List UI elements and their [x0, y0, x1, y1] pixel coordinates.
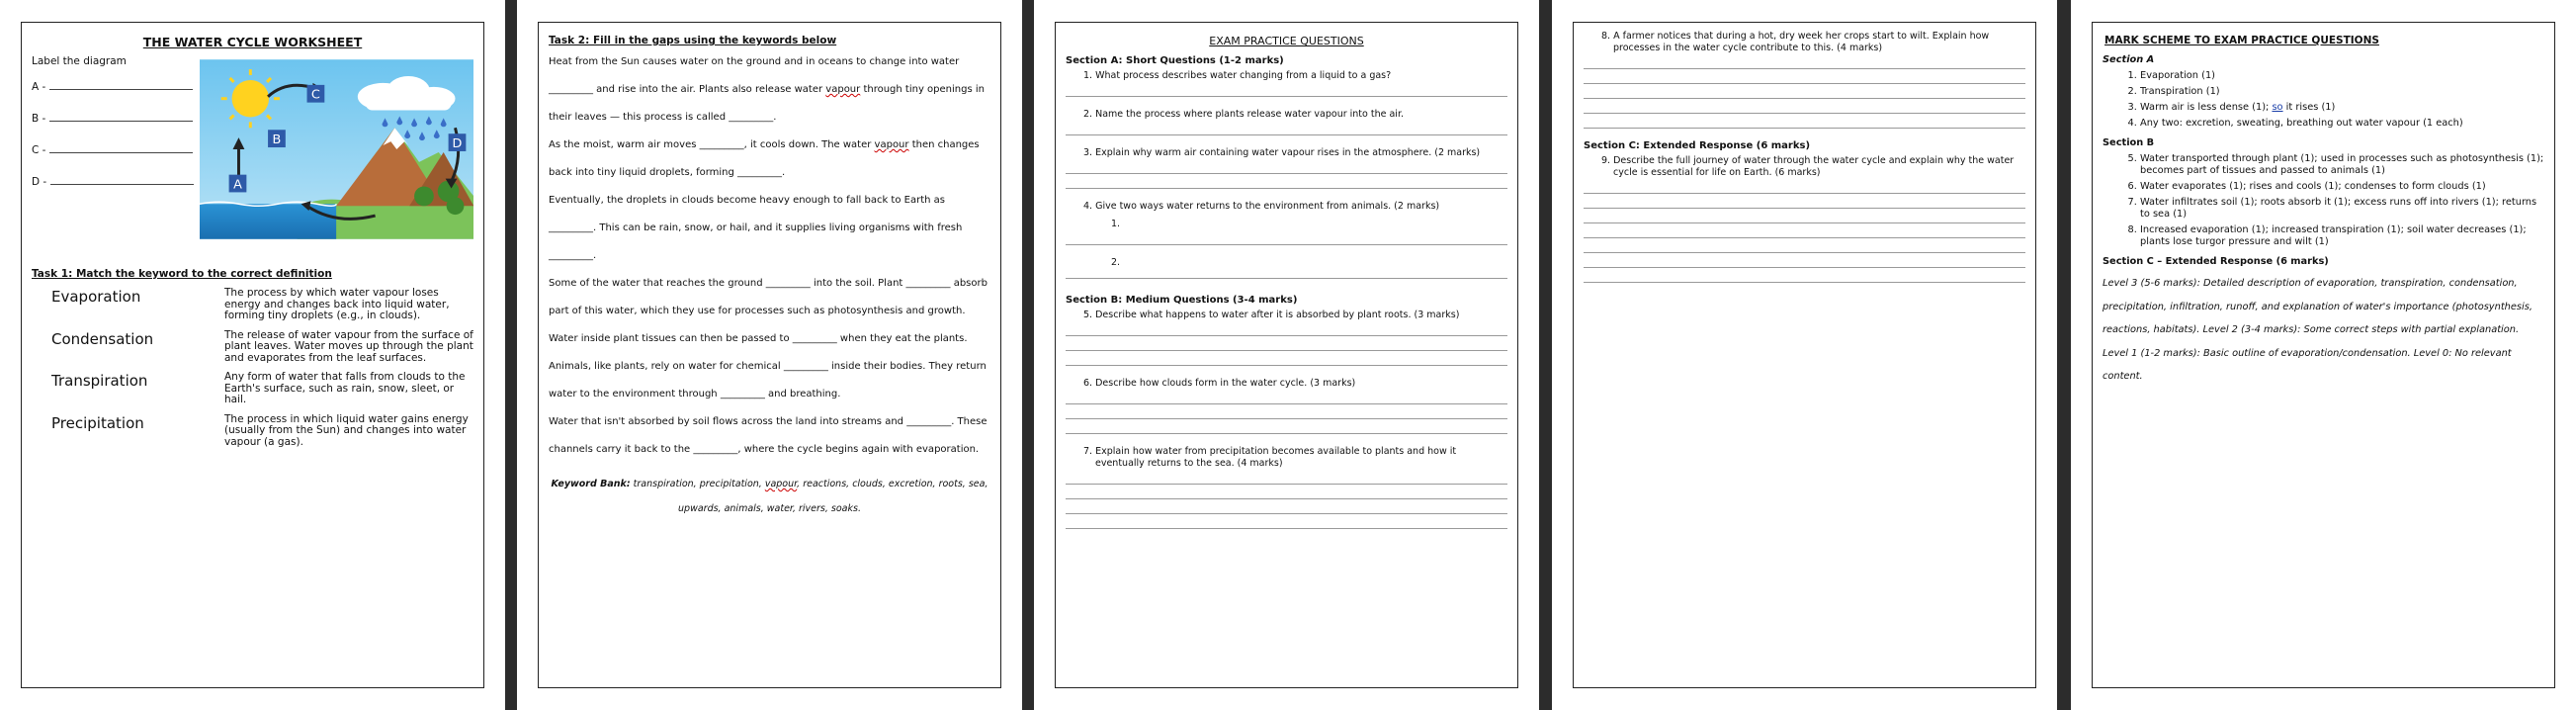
page-2 [517, 0, 1022, 710]
label-row-c: C - [32, 125, 198, 156]
question: 3. Explain why warm air containing water vapour rises in the atmosphere. (2 marks) [1083, 147, 1481, 158]
answer-line[interactable] [1066, 349, 1507, 351]
paragraph: Heat from the Sun causes water on the ground and in oceans to change into water _________ and rise into the air. Plants also release water vapour through tiny openings in their leaves — this process is called _________. [549, 56, 985, 123]
answer-line[interactable] [1584, 207, 2025, 209]
worksheet-title: THE WATER CYCLE WORKSHEET [142, 35, 363, 49]
answer-line[interactable] [1066, 527, 1507, 529]
task1-title: Task 1: Match the keyword to the correct definition [32, 268, 332, 280]
answer-line[interactable] [1584, 236, 2025, 238]
answer-line[interactable] [1584, 222, 2025, 223]
match-row: Evaporation The process by which water vapour loses energy and changes back into liquid water, forming tiny droplets (e.g., in clouds). [51, 287, 450, 321]
page-4 [1552, 0, 2057, 710]
page-5 [2071, 0, 2576, 710]
answer-line[interactable] [1066, 243, 1507, 245]
mark-item: 6. Water evaporates (1); rises and cools (1); condenses to form clouds (1) [2140, 181, 2544, 193]
match-row: Precipitation The process in which liquid water gains energy (usually from the Sun) and changes into water vapour (a gas). [51, 412, 469, 448]
mark-item: 4. Any two: excretion, sweating, breathing out water vapour (1 each) [2140, 118, 2544, 130]
section-c-heading: Section C: Extended Response (6 marks) [1584, 140, 1811, 151]
paragraph: Eventually, the droplets in clouds become heavy enough to fall back to Earth as _________. This can be rain, snow, or hail, and it supplies living organisms with fresh _________. [549, 195, 963, 261]
section-b-heading: Section B: Medium Questions (3-4 marks) [1066, 295, 1298, 306]
task2-title: Task 2: Fill in the gaps using the keywords below [549, 35, 837, 46]
answer-line[interactable] [1066, 364, 1507, 366]
question: 7. Explain how water from precipitation becomes available to plants and how it eventually returns to the sea. (4 marks) [1083, 446, 1457, 469]
mark-item: 5. Water transported through plant (1); used in processes such as photosynthesis (1); becomes part of tissues and passed to animals (1) [2140, 153, 2544, 177]
page-frame [2092, 22, 2555, 688]
question: 1. What process describes water changing from a liquid to a gas? [1083, 70, 1392, 81]
answer-line[interactable] [1584, 281, 2025, 283]
answer-line[interactable] [1584, 127, 2025, 129]
answer-line[interactable] [1584, 67, 2025, 69]
question: 9. Describe the full journey of water through the water cycle and explain why the water cycle is essential for life on Earth. (6 marks) [1601, 155, 2015, 178]
mark-item: 7. Water infiltrates soil (1); roots absorb it (1); excess runs off into rivers (1); returns to sea (1) [2140, 197, 2544, 221]
page-frame [1055, 22, 1518, 688]
answer-line[interactable] [1584, 251, 2025, 253]
page-1 [0, 0, 505, 710]
answer-line[interactable] [1584, 82, 2025, 84]
sub-question: 2. [1111, 257, 1121, 268]
answer-line[interactable] [1066, 172, 1507, 174]
mark-item: 2. Transpiration (1) [2140, 86, 2544, 98]
diagram-letter-b: B [272, 133, 282, 148]
answer-line[interactable] [49, 88, 193, 90]
section-a-heading: Section A: Short Questions (1-2 marks) [1066, 55, 1284, 66]
keyword-bank: Keyword Bank: transpiration, precipitation, vapour, reactions, clouds, excretion, roots, sea, upwards, animals, water, rivers, soaks. [551, 479, 988, 514]
answer-line[interactable] [1066, 133, 1507, 135]
answer-line[interactable] [1066, 417, 1507, 419]
label-row-d: D - [32, 156, 198, 188]
page-frame [21, 22, 484, 688]
mark-item: 8. Increased evaporation (1); increased transpiration (1); soil water decreases (1); plants lose turgor pressure and wilt (1) [2140, 224, 2544, 248]
answer-line[interactable] [1066, 277, 1507, 279]
question: 2. Name the process where plants release water vapour into the air. [1083, 109, 1404, 120]
answer-line[interactable] [1066, 497, 1507, 499]
section-b-heading: Section B [2103, 137, 2155, 148]
answer-line[interactable] [1066, 483, 1507, 485]
page-3 [1034, 0, 1539, 710]
paragraph: Some of the water that reaches the ground _________ into the soil. Plant _________ absorb part of this water, which they use for processes such as photosynthesis and growth. Water inside plant tissues can then be passed to _________ when they eat the plants. [549, 278, 987, 344]
match-row: Transpiration Any form of water that falls from clouds to the Earth's surface, such as rain, snow, sleet, or hail. [51, 371, 466, 405]
answer-line[interactable] [1584, 112, 2025, 114]
label-row-b: B - [32, 93, 198, 125]
sub-question: 1. [1111, 219, 1121, 229]
diagram-letter-a: A [232, 177, 242, 193]
page-frame [1573, 22, 2036, 688]
mark-item: 3. Warm air is less dense (1); so it rises (1) [2140, 102, 2544, 114]
answer-line[interactable] [1066, 402, 1507, 404]
answer-line[interactable] [1584, 192, 2025, 194]
answer-line[interactable] [1584, 97, 2025, 99]
answer-line[interactable] [49, 151, 193, 153]
paragraph: Water that isn't absorbed by soil flows across the land into streams and _________. These channels carry it back to the _________, where the cycle begins again with evaporation. [549, 416, 987, 455]
paragraph: Animals, like plants, rely on water for chemical _________ inside their bodies. They return water to the environment through _________ and breathing. [549, 361, 987, 399]
diagram-letter-d: D [452, 136, 463, 152]
paragraph: As the moist, warm air moves _________, it cools down. The water vapour then changes back into tiny liquid droplets, forming _________. [549, 139, 980, 178]
diagram-letter-c: C [310, 87, 320, 103]
answer-line[interactable] [1066, 334, 1507, 336]
answer-line[interactable] [50, 183, 194, 185]
answer-line[interactable] [49, 120, 193, 122]
mark-item: 1. Evaporation (1) [2140, 70, 2544, 82]
section-c-heading: Section C – Extended Response (6 marks) [2103, 256, 2329, 267]
question: 6. Describe how clouds form in the water cycle. (3 marks) [1083, 378, 1356, 389]
mark-scheme-title: MARK SCHEME TO EXAM PRACTICE QUESTIONS [2104, 35, 2379, 46]
answer-line[interactable] [1066, 95, 1507, 97]
level-descriptors: Level 3 (5-6 marks): Detailed description of evaporation, transpiration, condensation, precipitation, infiltration, runoff, and explanation of water's importance (photosynthesis, reactions, habitats). Level 2 (3-4 marks): Some correct steps with partial explanation. Level 1 (1-2 marks): Basic outline of evaporation/condensation. Level 0: No relevant content. [2103, 278, 2533, 382]
water-cycle-diagram [200, 58, 473, 240]
answer-line[interactable] [1066, 512, 1507, 514]
match-row: Condensation The release of water vapour from the surface of plant leaves. Water moves up through the plant and evaporates from the leaf surfaces. [51, 328, 473, 364]
exam-title: EXAM PRACTICE QUESTIONS [1209, 35, 1364, 47]
question: 8. A farmer notices that during a hot, dry week her crops start to wilt. Explain how processes in the water cycle contribute to this. (4 marks) [1601, 31, 1990, 53]
answer-line[interactable] [1584, 266, 2025, 268]
page-frame [538, 22, 1001, 688]
question: 4. Give two ways water returns to the environment from animals. (2 marks) [1083, 201, 1440, 212]
answer-line[interactable] [1066, 187, 1507, 189]
answer-line[interactable] [1066, 432, 1507, 434]
question: 5. Describe what happens to water after it is absorbed by plant roots. (3 marks) [1083, 310, 1460, 320]
label-row-a: A - [32, 61, 198, 93]
label-instruction: Label the diagram [32, 55, 127, 67]
section-a-heading: Section A [2103, 54, 2155, 65]
